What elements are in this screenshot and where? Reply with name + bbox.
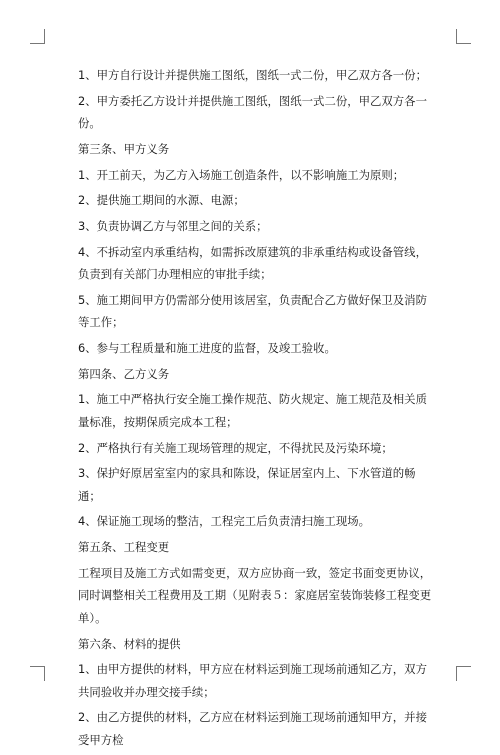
crop-mark-bottom-left	[30, 666, 45, 681]
paragraph: 5、施工期间甲方仍需部分使用该居室，负责配合乙方做好保卫及消防等工作；	[78, 292, 427, 330]
paragraph: 2、由乙方提供的材料，乙方应在材料运到施工现场前通知甲方，并接受甲方检	[78, 710, 427, 747]
paragraph: 1、甲方自行设计并提供施工图纸，图纸一式二份，甲乙双方各一份；	[78, 68, 427, 82]
section-heading: 第三条、甲方义务	[78, 141, 170, 156]
crop-mark-top-right	[456, 29, 471, 44]
document-body	[78, 64, 433, 755]
section-heading: 第五条、工程变更	[78, 540, 170, 555]
paragraph: 2、严格执行有关施工现场管理的规定，不得扰民及污染环境；	[78, 440, 393, 455]
paragraph: 工程项目及施工方式如需变更，双方应协商一致，签定书面变更协议，同时调整相关工程费用及工期（见附表５：家庭居室装饰装修工程变更单）。	[78, 565, 432, 625]
crop-mark-bottom-right	[456, 666, 471, 681]
paragraph: 1、开工前天，为乙方入场施工创造条件，以不影响施工为原则；	[78, 167, 405, 182]
paragraph: 2、甲方委托乙方设计并提供施工图纸，图纸一式二份，甲乙双方各一份。	[78, 93, 427, 131]
paragraph: 2、提供施工期间的水源、电源；	[78, 193, 245, 208]
paragraph: 4、不拆动室内承重结构，如需拆改原建筑的非承重结构或设备管线，负责到有关部门办理相应的审批手续；	[78, 244, 427, 282]
section-heading: 第四条、乙方义务	[78, 366, 170, 381]
paragraph: 1、施工中严格执行安全施工操作规范、防火规定、施工规范及相关质量标准，按期保质完成本工程；	[78, 392, 427, 429]
section-heading: 第六条、材料的提供	[78, 636, 181, 651]
paragraph: 1、由甲方提供的材料，甲方应在材料运到施工现场前通知乙方，双方共同验收并办理交接手续；	[78, 662, 427, 699]
paragraph: 6、参与工程质量和施工进度的监督，及竣工验收。	[78, 341, 336, 355]
crop-mark-top-left	[30, 29, 45, 44]
paragraph: 3、负责协调乙方与邻里之间的关系；	[78, 218, 268, 233]
paragraph: 4、保证施工现场的整洁，工程完工后负责清扫施工现场。	[78, 514, 371, 529]
paragraph: 3、保护好原居室室内的家具和陈设，保证居室内上、下水管道的畅通；	[78, 466, 416, 503]
